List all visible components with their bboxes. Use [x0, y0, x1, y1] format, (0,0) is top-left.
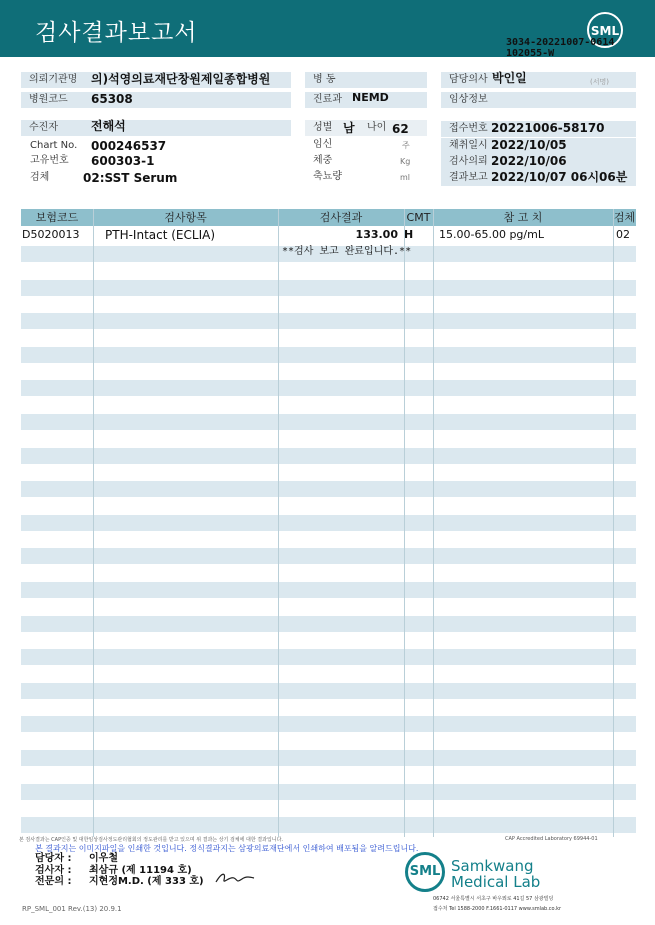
- document-id-line1: 3034-20221007-0614: [506, 37, 615, 48]
- urine-label: 축뇨량: [313, 171, 342, 182]
- specimen-label: 검체: [30, 172, 50, 183]
- unique-label: 고유번호: [30, 155, 69, 166]
- brand-line1: Samkwang: [451, 857, 534, 875]
- urine-unit: ml: [400, 173, 411, 182]
- pregnancy-unit: 주: [402, 141, 410, 150]
- address-line1: 06742 서울특별시 서초구 바우뫼로 41길 57 삼광빌딩: [433, 896, 554, 902]
- header-cmt: CMT: [406, 211, 431, 224]
- table-stripe: [21, 515, 636, 531]
- unique-value: 600303-1: [91, 154, 155, 168]
- row-specimen: 02: [616, 228, 630, 241]
- weight-unit: Kg: [400, 157, 411, 166]
- sml-logo-icon: SML: [587, 12, 623, 48]
- table-stripe: [21, 784, 636, 800]
- hospital-code-value: 65308: [91, 92, 133, 106]
- form-code: RP_SML_001 Rev.(13) 20.9.1: [22, 905, 122, 913]
- brand-name: [451, 858, 540, 890]
- table-stripe: [21, 716, 636, 732]
- table-stripe: [21, 280, 636, 296]
- ward-field: [305, 72, 427, 88]
- samkwang-logo-icon: SML: [405, 852, 445, 892]
- document-id-line2: 102055-W: [506, 48, 555, 59]
- receipt-value: 20221006-58170: [491, 121, 605, 135]
- chart-label: Chart No.: [30, 140, 78, 151]
- request-label: 검사의뢰: [449, 156, 488, 167]
- specimen-value: 02:SST Serum: [83, 171, 178, 185]
- row-cmt: H: [404, 228, 414, 241]
- patient-label: 수진자: [29, 122, 58, 133]
- hospital-code-field: [21, 92, 291, 108]
- image-print-notice: 본 결과지는 이미지파일을 인쇄한 것입니다. 정식결과지는 삼광의료재단에서 인쇄하여 배포됨을 알려드립니다.: [35, 844, 419, 853]
- sex-value: 남: [343, 121, 355, 135]
- table-stripe: [21, 649, 636, 665]
- in-charge-value: 이우철: [89, 853, 118, 864]
- report-title: 검사결과보고서: [35, 20, 198, 46]
- patient-field: [21, 120, 291, 136]
- clinical-info-field: [441, 92, 636, 108]
- age-label: 나이: [367, 122, 387, 133]
- column-divider: [404, 209, 405, 837]
- clinical-info-label: 임상정보: [449, 94, 488, 105]
- pregnancy-label: 임신: [313, 139, 333, 150]
- row-reference: 15.00-65.00 pg/mL: [439, 228, 544, 241]
- column-divider: [93, 209, 94, 837]
- department-label: 진료과: [313, 94, 342, 105]
- row-test-item: PTH-Intact (ECLIA): [105, 228, 215, 242]
- report-date-value: 2022/10/07 06시06분: [491, 170, 628, 184]
- doctor-sign: (서명): [590, 78, 609, 86]
- table-stripe: [21, 616, 636, 632]
- header-specimen: 검체: [613, 211, 636, 224]
- header-reference: 참 고 치: [503, 211, 543, 224]
- specialist-value: 지현정M.D. (제 333 호): [89, 876, 204, 887]
- brand-line2: Medical Lab: [451, 873, 541, 891]
- patient-value: 전해석: [91, 119, 126, 133]
- age-value: 62: [392, 122, 409, 136]
- column-divider: [278, 209, 279, 837]
- table-stripe: [21, 582, 636, 598]
- document-id: [506, 37, 614, 59]
- table-stripe: [21, 481, 636, 497]
- completion-note: **검사 보고 완료입니다.**: [282, 246, 412, 257]
- table-stripe: [21, 347, 636, 363]
- table-stripe: [21, 548, 636, 564]
- report-date-label: 결과보고: [449, 172, 488, 183]
- doctor-label: 담당의사: [449, 74, 488, 85]
- chart-value: 000246537: [91, 139, 167, 153]
- table-stripe: [21, 448, 636, 464]
- request-value: 2022/10/06: [491, 154, 567, 168]
- specialist-label: 전문의 :: [35, 876, 72, 887]
- fine-print: 본 검사결과는 CAP인증 및 대한임상검사정도관리협회의 정도관리를 받고 있으며 위 결과는 상기 검체에 대한 결과입니다.: [19, 837, 284, 843]
- hospital-code-label: 병원코드: [29, 94, 68, 105]
- ward-label: 병 동: [313, 74, 336, 85]
- receipt-label: 접수번호: [449, 123, 488, 134]
- header-insurance-code: 보험코드: [35, 211, 79, 224]
- examiner-value: 최삼규 (제 11194 호): [89, 865, 192, 876]
- row-insurance-code: D5020013: [22, 228, 80, 241]
- sex-label: 성별: [313, 122, 333, 133]
- collect-label: 채취일시: [449, 140, 488, 151]
- collect-value: 2022/10/05: [491, 138, 567, 152]
- institution-label: 의뢰기관명: [29, 74, 78, 85]
- header-result: 검사결과: [319, 211, 363, 224]
- column-divider: [433, 209, 434, 837]
- in-charge-label: 담당자 :: [35, 853, 72, 864]
- results-table-header: [21, 209, 636, 226]
- column-divider: [613, 209, 614, 837]
- examiner-label: 검사자 :: [35, 865, 72, 876]
- cap-accreditation: CAP Accredited Laboratory 69944-01: [505, 836, 598, 842]
- department-value: NEMD: [352, 91, 389, 104]
- table-stripe: [21, 313, 636, 329]
- row-result: 133.00: [355, 228, 398, 241]
- handwritten-signature: [214, 870, 256, 886]
- table-stripe: [21, 683, 636, 699]
- table-stripe: [21, 817, 636, 833]
- table-stripe: [21, 414, 636, 430]
- weight-label: 체중: [313, 155, 333, 166]
- institution-value: 의)석영의료재단창원제일종합병원: [91, 72, 271, 86]
- address-line2: 접수처 Tel 1588-2000 F.1661-0117 www.smlab.co.kr: [433, 906, 562, 912]
- table-stripe: [21, 750, 636, 766]
- doctor-value: 박인일: [492, 71, 527, 85]
- table-stripe: [21, 380, 636, 396]
- header-test-item: 검사항목: [164, 211, 207, 224]
